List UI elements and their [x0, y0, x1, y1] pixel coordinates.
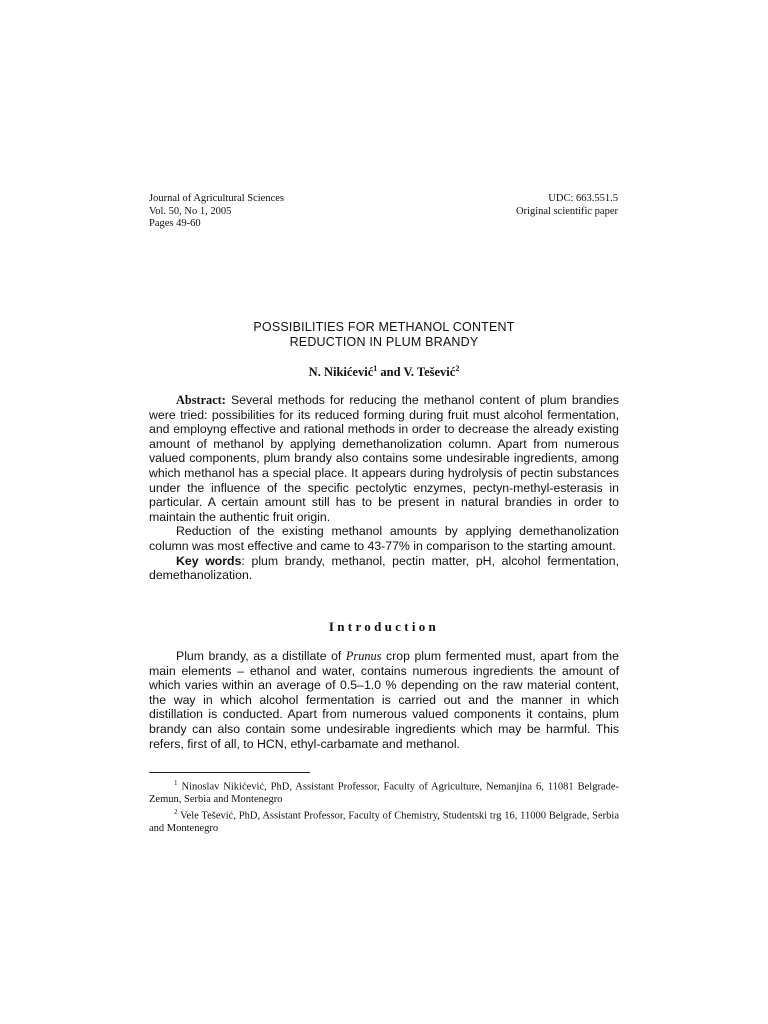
paper-type: Original scientific paper: [515, 205, 618, 217]
author-2: V. Tešević: [403, 365, 456, 380]
intro-text-start: Plum brandy, as a distillate of: [176, 649, 342, 663]
abstract: [149, 393, 619, 583]
footnote-2-mark: 2: [174, 808, 178, 817]
introduction-paragraph: [149, 649, 619, 751]
intro-genus: Prunus: [345, 649, 382, 663]
abstract-text-1: Several methods for reducing the methanol content of plum brandies were tried: possibilities for its reduced forming during fruit must alcohol fermentation, and employng effective and rational methods in order to decrease the already existing amount of methanol by applying demethanolization column. Apart from numerous valued components, plum brandy also contains some undesirable ingredients, among which methanol has a special place. It appears during hydrolysis of pectin substances under the influence of the specific pectolytic enzymes, pectyn-methyl-esterasis in particular. A certain amount still has to be present in natural brandies in order to maintain the authentic fruit origin.: [149, 393, 619, 524]
footnote-1-text: Ninoslav Nikićević, PhD, Assistant Professor, Faculty of Agriculture, Nemanjina 6, 11081 Belgrade-Zemun, Serbia and Montenegro: [149, 781, 620, 805]
classification-info: [516, 193, 618, 218]
footnotes: [149, 777, 619, 835]
paper-title: [149, 320, 619, 350]
abstract-label: Abstract:: [176, 393, 226, 407]
journal-info: [149, 193, 284, 231]
keywords-paragraph: [149, 554, 619, 583]
author-2-mark: 2: [455, 364, 460, 373]
footnote-2-text: Vele Tešević, PhD, Assistant Professor, Faculty of Chemistry, Studentski trg 16, 11000 Belgrade, Serbia and Montenegro: [149, 810, 619, 834]
author-conjunction: and: [380, 365, 401, 380]
footnote-2: [149, 806, 619, 835]
journal-pages: Pages 49-60: [149, 218, 201, 229]
title-line-2: REDUCTION IN PLUM BRANDY: [289, 335, 479, 349]
intro-text-rest: crop plum fermented must, apart from the main elements – ethanol and water, contains numerous ingredients the amount of which varies within an average of 0.5–1.0 % depending on the raw material content, the way in which alcohol fermentation is carried out and the manner in which distillation is conducted. Apart from numerous valued components it contains, plum brandy can also contain some undesirable ingredients which may be harmful. This refers, first of all, to HCN, ethyl-carbamate and methanol.: [149, 649, 619, 751]
title-line-1: POSSIBILITIES FOR METHANOL CONTENT: [253, 320, 515, 334]
journal-volume: Vol. 50, No 1, 2005: [149, 205, 232, 217]
footnote-1: [149, 777, 619, 806]
introduction-body: [149, 649, 619, 751]
section-heading-introduction: Introduction: [328, 619, 440, 634]
journal-name: Journal of Agricultural Sciences: [149, 193, 285, 204]
author-1-mark: 1: [373, 364, 378, 373]
abstract-paragraph-1: [149, 393, 619, 524]
keywords-text: : plum brandy, methanol, pectin matter, pH, alcohol fermentation, demethanolization.: [149, 553, 619, 583]
udc-code: UDC: 663.551.5: [548, 193, 618, 204]
author-line: [149, 361, 619, 380]
footnote-divider: [149, 772, 310, 773]
keywords-label: Key words: [176, 553, 242, 568]
footnote-1-mark: 1: [174, 779, 178, 787]
abstract-paragraph-2: Reduction of the existing methanol amounts by applying demethanolization column was most effective and came to 43-77% in comparison to the starting amount.: [149, 524, 619, 553]
author-1: N. Nikićević: [308, 365, 374, 380]
